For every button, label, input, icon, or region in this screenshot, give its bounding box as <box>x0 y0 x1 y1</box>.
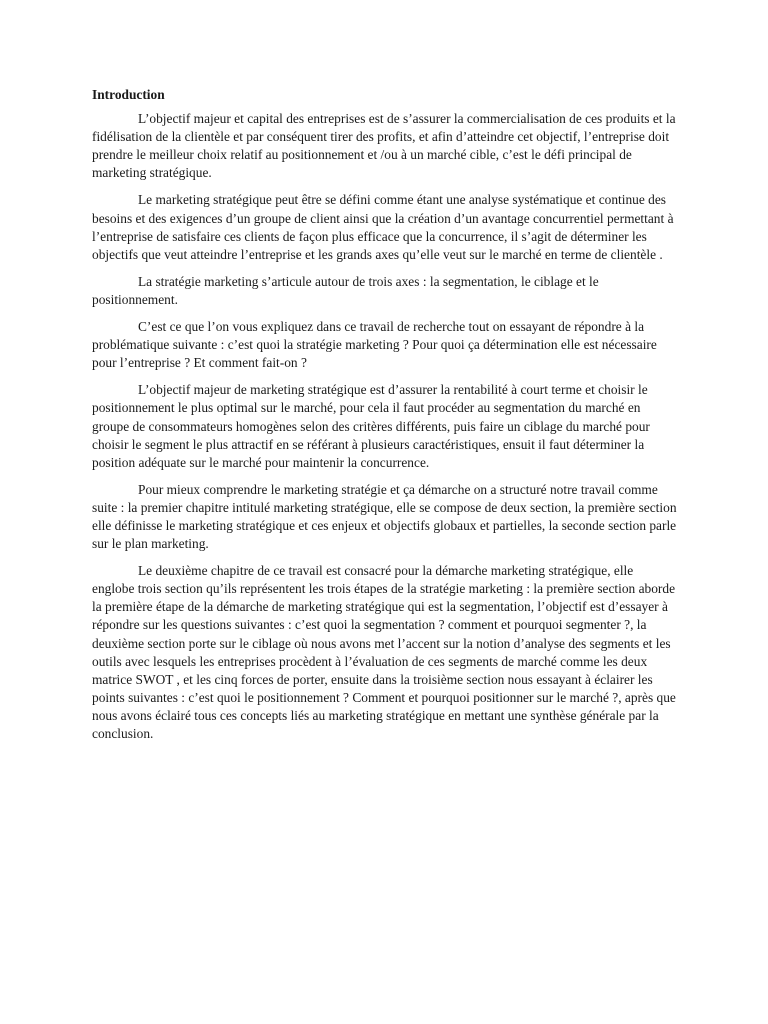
paragraph-7: Le deuxième chapitre de ce travail est consacré pour la démarche marketing stratégique, elle englobe trois section qu’ils représentent les trois étapes de la stratégie marketing : la première section aborde la première étape de la démarche de marketing stratégique qui est la segmentation, l’objectif est d’essayer à répondre sur les questions suivantes : c’est quoi la segmentation ? comment et pourquoi segmenter ?, la deuxième section porte sur le ciblage où nous avons met l’accent sur la notion d’analyse des segments et les outils avec lesquels les entreprises procèdent à l’évaluation de ces segments de marché comme les deux matrice SWOT , et les cinq forces de porter, ensuite dans la troisième section nous essayant à éclairer les points suivantes : c’est quoi le positionnement ? Comment et pourquoi positionner sur le marché ?, après que nous avons éclairé tous ces concepts liés au marketing stratégique en mettant une synthèse générale par la conclusion. <box>92 563 676 741</box>
paragraph-4: C’est ce que l’on vous expliquez dans ce travail de recherche tout on essayant de répondre à la problématique suivante : c’est quoi la stratégie marketing ? Pour quoi ça détermination elle est nécessaire pour l’entreprise ? Et comment fait-on ? <box>92 319 657 371</box>
paragraph-2: Le marketing stratégique peut être se défini comme étant une analyse systématique et continue des besoins et des exigences d’un groupe de client ainsi que la création d’un avantage concurrentiel permettant à l’entreprise de satisfaire ces clients de façon plus efficace que la concurrence, il s’agit de déterminer les objectifs que veut atteindre l’entreprise et les grands axes qu’elle veut sur le marché en terme de clientèle . <box>92 192 674 262</box>
section-heading: Introduction <box>92 87 165 102</box>
paragraph-6: Pour mieux comprendre le marketing stratégie et ça démarche on a structuré notre travail comme suite : la premier chapitre intitulé marketing stratégique, elle se compose de deux section, la première section elle définisse le marketing stratégique et ces enjeux et objectifs globaux et partielles, la seconde section parle sur le plan marketing. <box>92 481 677 552</box>
paragraph-1: L’objectif majeur et capital des entreprises est de s’assurer la commercialisation de ces produits et la fidélisation de la clientèle et par conséquent tirer des profits, et afin d’atteindre cet objectif, l’entreprise doit prendre le meilleur choix relatif au positionnement et /ou à un marché cible, c’est le défi principal de marketing stratégique. <box>92 111 676 181</box>
document-page <box>92 86 677 752</box>
paragraph-3: La stratégie marketing s’articule autour de trois axes : la segmentation, le ciblage et le positionnement. <box>92 273 599 307</box>
paragraph-5: L’objectif majeur de marketing stratégique est d’assurer la rentabilité à court terme et choisir le positionnement le plus optimal sur le marché, pour cela il faut procéder au segmentation du marché en groupe de consommateurs homogènes selon des critères différents, puis faire un ciblage du marché pour choisir le segment le plus attractif en se référant à plusieurs caractéristiques, ensuit il faut déterminer la position adéquate sur le marché pour maintenir la concurrence. <box>92 382 650 470</box>
